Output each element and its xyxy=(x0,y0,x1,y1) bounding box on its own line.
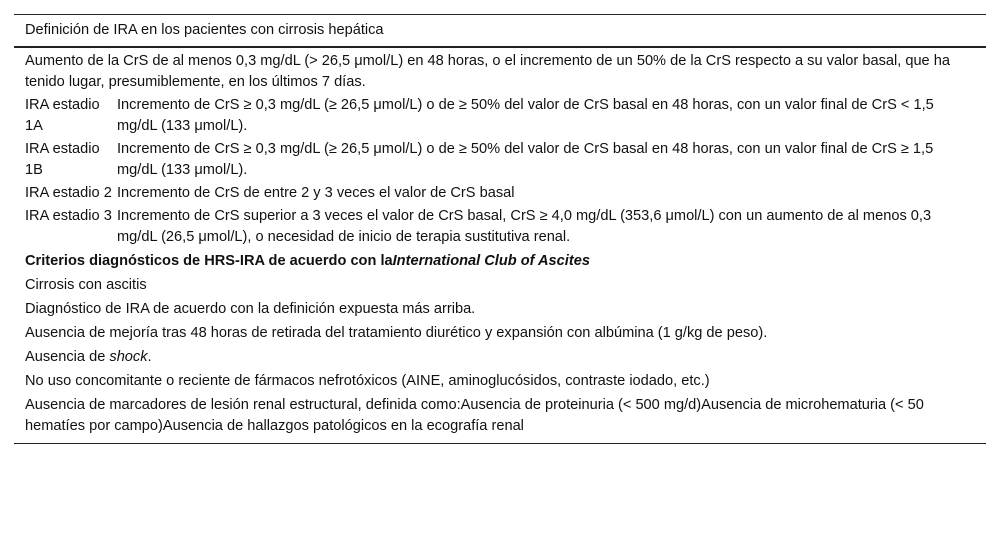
criteria-title-italic: International Club of Ascites xyxy=(392,253,590,269)
table-bottom-rule xyxy=(14,443,986,444)
stage-description: Incremento de CrS ≥ 0,3 mg/dL (≥ 26,5 μmol/L) o de ≥ 50% del valor de CrS basal en 48 horas, con un valor final de CrS ≥ 1,5 mg/dL (133 μmol/L). xyxy=(117,141,934,178)
criterion-item xyxy=(14,346,986,370)
table-row xyxy=(14,139,986,181)
stage-label: IRA estadio 3 xyxy=(25,208,112,224)
stage-label: IRA estadio 2 xyxy=(25,185,112,201)
stage-description: Incremento de CrS superior a 3 veces el valor de CrS basal, CrS ≥ 4,0 mg/dL (353,6 μmol/L) con un aumento de al menos 0,3 mg/dL (26,5 μmol/L), o necesidad de inicio de terapia sustitutiva renal. xyxy=(117,208,932,245)
criteria-table xyxy=(14,14,986,444)
criterion-item: Diagnóstico de IRA de acuerdo con la definición expuesta más arriba. xyxy=(25,301,476,317)
criterion-item: Ausencia de mejoría tras 48 horas de retirada del tratamiento diurético y expansión con albúmina (1 g/kg de peso). xyxy=(25,325,768,341)
stage-label: IRA estadio 1A xyxy=(25,97,100,134)
table-row xyxy=(14,183,986,204)
criterion-item: No uso concomitante o reciente de fármacos nefrotóxicos (AINE, aminoglucósidos, contraste iodado, etc.) xyxy=(25,373,710,389)
criterion-italic: shock xyxy=(109,349,148,365)
table-header: Definición de IRA en los pacientes con cirrosis hepática xyxy=(25,22,384,38)
criterion-item: Cirrosis con ascitis xyxy=(25,277,147,293)
table-row xyxy=(14,206,986,248)
stage-description: Incremento de CrS ≥ 0,3 mg/dL (≥ 26,5 μmol/L) o de ≥ 50% del valor de CrS basal en 48 horas, con un valor final de CrS < 1,5 mg/dL (133 μmol/L). xyxy=(117,97,934,134)
ira-definition: Aumento de la CrS de al menos 0,3 mg/dL (> 26,5 μmol/L) en 48 horas, o el incremento de un 50% de la CrS respecto a su valor basal, que ha tenido lugar, presumiblemente, en los últimos 7 días. xyxy=(25,53,950,90)
table-row xyxy=(14,95,986,137)
stage-label: IRA estadio 1B xyxy=(25,141,100,178)
criterion-text: Ausencia de xyxy=(25,349,110,365)
criterion-item: Ausencia de marcadores de lesión renal estructural, definida como:Ausencia de proteinuria (< 500 mg/d)Ausencia de microhematuria (< 50 hematíes por campo)Ausencia de hallazgos patológicos en la ecografía renal xyxy=(25,397,924,434)
criterion-text: . xyxy=(147,349,152,365)
criteria-section-title xyxy=(14,250,986,274)
criteria-title-text: Criterios diagnósticos de HRS-IRA de acuerdo con la xyxy=(25,253,393,269)
stage-description: Incremento de CrS de entre 2 y 3 veces el valor de CrS basal xyxy=(117,185,515,201)
